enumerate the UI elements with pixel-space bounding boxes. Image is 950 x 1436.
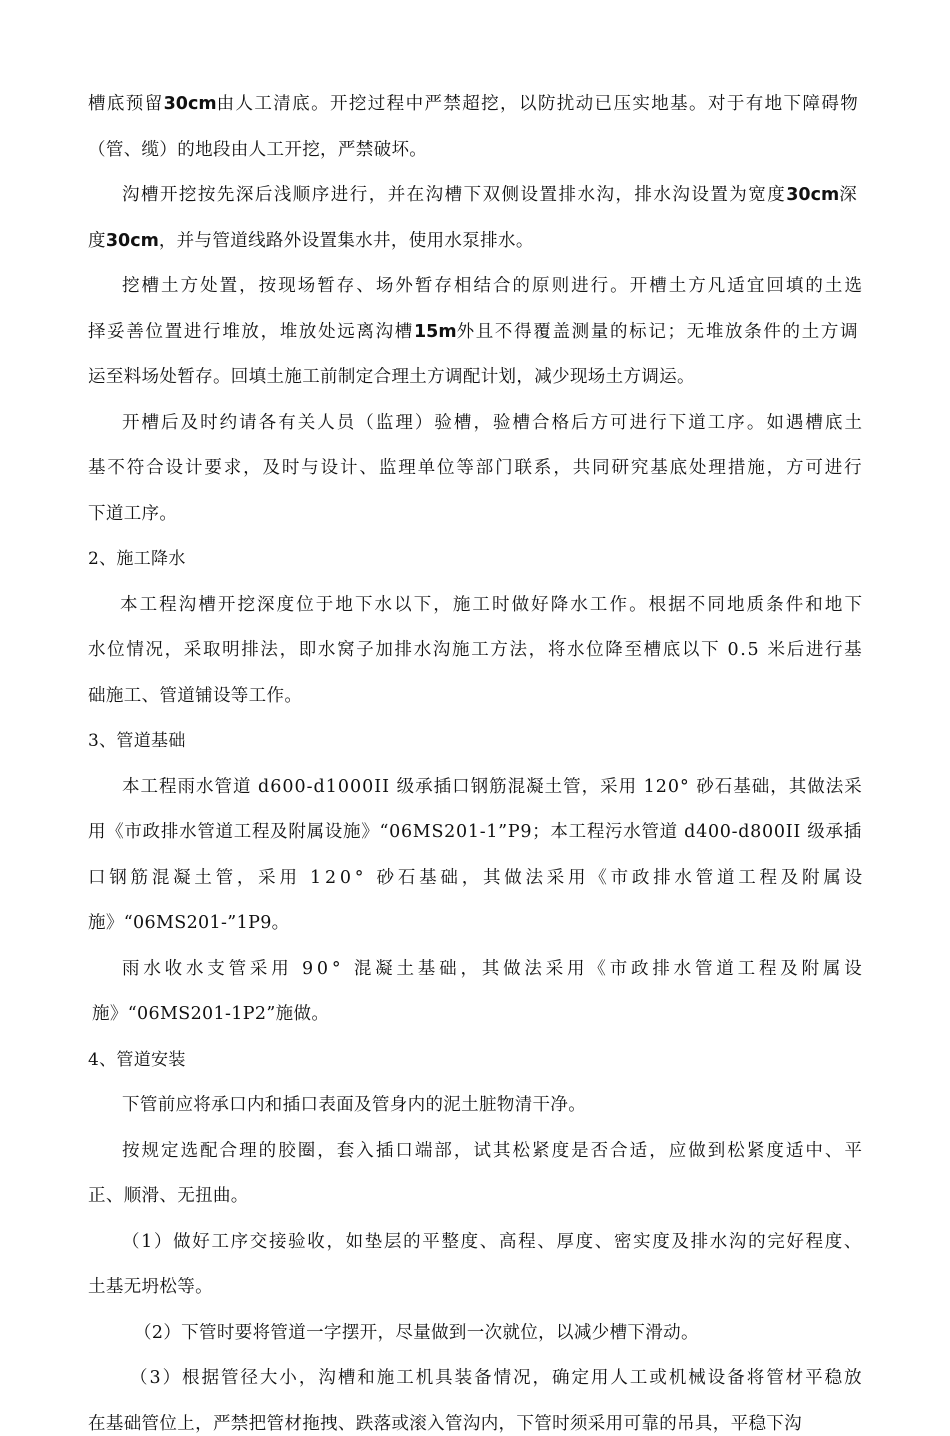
text-run: 择妥善位置进行堆放，堆放处远离沟槽 [88, 321, 414, 342]
text-line [88, 1184, 249, 1208]
text-line [88, 866, 866, 890]
text-line [122, 1093, 586, 1117]
text-run: 本工程沟槽开挖深度位于地下水以下，施工时做好降水工作。根据不同地质条件和地下 [120, 594, 865, 615]
text-line [88, 820, 862, 844]
text-run: （2）下管时要将管道一字摆开，尽量做到一次就位，以减少槽下滑动。 [134, 1322, 699, 1343]
text-run: ，并与管道线路外设置集水井，使用水泵排水。 [158, 230, 534, 251]
text-line [88, 456, 864, 480]
section-heading: 4、管道安装 [88, 1049, 186, 1070]
text-run: 基不符合设计要求，及时与设计、监理单位等部门联系，共同研究基底处理措施，方可进行 [88, 458, 864, 478]
text-run: （3）根据管径大小，沟槽和施工机具装备情况，确定用人工或机械设备将管材平稳放 [130, 1368, 864, 1388]
text-line [88, 320, 859, 344]
text-run: 正、顺滑、无扭曲。 [88, 1186, 249, 1206]
text-run: 沟槽开挖按先深后浅顺序进行，并在沟槽下双侧设置排水沟，排水沟设置为宽度 [122, 185, 787, 205]
text-line [120, 593, 864, 617]
text-run: （1）做好工序交接验收，如垫层的平整度、高程、厚度、密实度及排水沟的完好程度、 [122, 1231, 864, 1252]
text-run: 按规定选配合理的胶圈，套入插口端部，试其松紧度是否合适，应做到松紧度适中、平 [122, 1140, 864, 1161]
text-line [88, 365, 695, 389]
text-line [88, 92, 859, 116]
text-line [88, 638, 863, 662]
text-run: 下管前应将承口内和插口表面及管身内的泥土脏物清干净。 [122, 1095, 587, 1115]
text-run: 在基础管位上，严禁把管材拖拽、跌落或滚入管沟内，下管时须采用可靠的吊具，平稳下沟 [88, 1413, 802, 1434]
text-line [122, 274, 864, 298]
text-run: 口钢筋混凝土管，采用 120° 砂石基础，其做法采用《市政排水管道工程及附属设 [88, 867, 866, 888]
text-line [88, 138, 427, 162]
text-run: 下道工序。 [88, 503, 178, 524]
text-line [88, 1275, 213, 1299]
text-run: 挖槽土方处置，按现场暂存、场外暂存相结合的原则进行。开槽土方凡适宜回填的土选 [122, 276, 864, 296]
text-run: 深 [839, 185, 859, 205]
text-run: （管、缆）的地段由人工开挖，严禁破坏。 [88, 139, 428, 160]
text-line [88, 1412, 802, 1436]
text-run: 土基无坍松等。 [88, 1277, 213, 1297]
text-line [122, 957, 866, 981]
section-heading: 2、施工降水 [88, 549, 186, 569]
text-run: 外且不得覆盖测量的标记；无堆放条件的土方调 [456, 321, 860, 342]
text-line [130, 1366, 864, 1390]
text-run: 施》“06MS201-1P2”施做。 [92, 1004, 330, 1024]
text-run: 槽底预留 [88, 94, 164, 114]
text-line [122, 1230, 863, 1254]
bold-measure: 30cm [786, 185, 840, 205]
text-run: 用《市政排水管道工程及附属设施》“06MS201-1”P9；本工程污水管道 d400-d800II 级承插 [88, 822, 862, 842]
text-line [88, 502, 177, 526]
text-run: 由人工清底。开挖过程中严禁超挖，以防扰动已压实地基。对于有地下障碍物 [216, 94, 860, 114]
text-run: 度 [88, 230, 106, 251]
text-run: 施》“06MS201-”1P9。 [88, 913, 290, 933]
bold-measure: 15m [413, 321, 457, 342]
text-line [122, 183, 858, 207]
text-run: 开槽后及时约请各有关人员（监理）验槽，验槽合格后方可进行下道工序。如遇槽底土 [122, 412, 864, 433]
text-line [92, 1002, 329, 1026]
bold-measure: 30cm [105, 230, 159, 251]
text-run: 雨水收水支管采用 90° 混凝土基础，其做法采用《市政排水管道工程及附属设 [122, 958, 866, 979]
text-run: 运至料场处暂存。回填土施工前制定合理土方调配计划，减少现场土方调运。 [88, 367, 695, 387]
text-line [88, 911, 290, 935]
text-line [122, 411, 864, 435]
text-run: 本工程雨水管道 d600-d1000II 级承插口钢筋混凝土管，采用 120° 砂石基础，其做法采 [122, 776, 863, 797]
text-line [122, 775, 863, 799]
text-line [88, 229, 534, 253]
text-line [122, 1139, 864, 1163]
bold-measure: 30cm [163, 94, 217, 114]
section-heading: 3、管道基础 [88, 731, 186, 751]
text-run: 水位情况，采取明排法，即水窝子加排水沟施工方法，将水位降至槽底以下 0.5 米后进行基 [88, 640, 864, 660]
text-line [88, 684, 302, 708]
text-run: 础施工、管道铺设等工作。 [88, 685, 303, 706]
text-line [134, 1321, 699, 1345]
